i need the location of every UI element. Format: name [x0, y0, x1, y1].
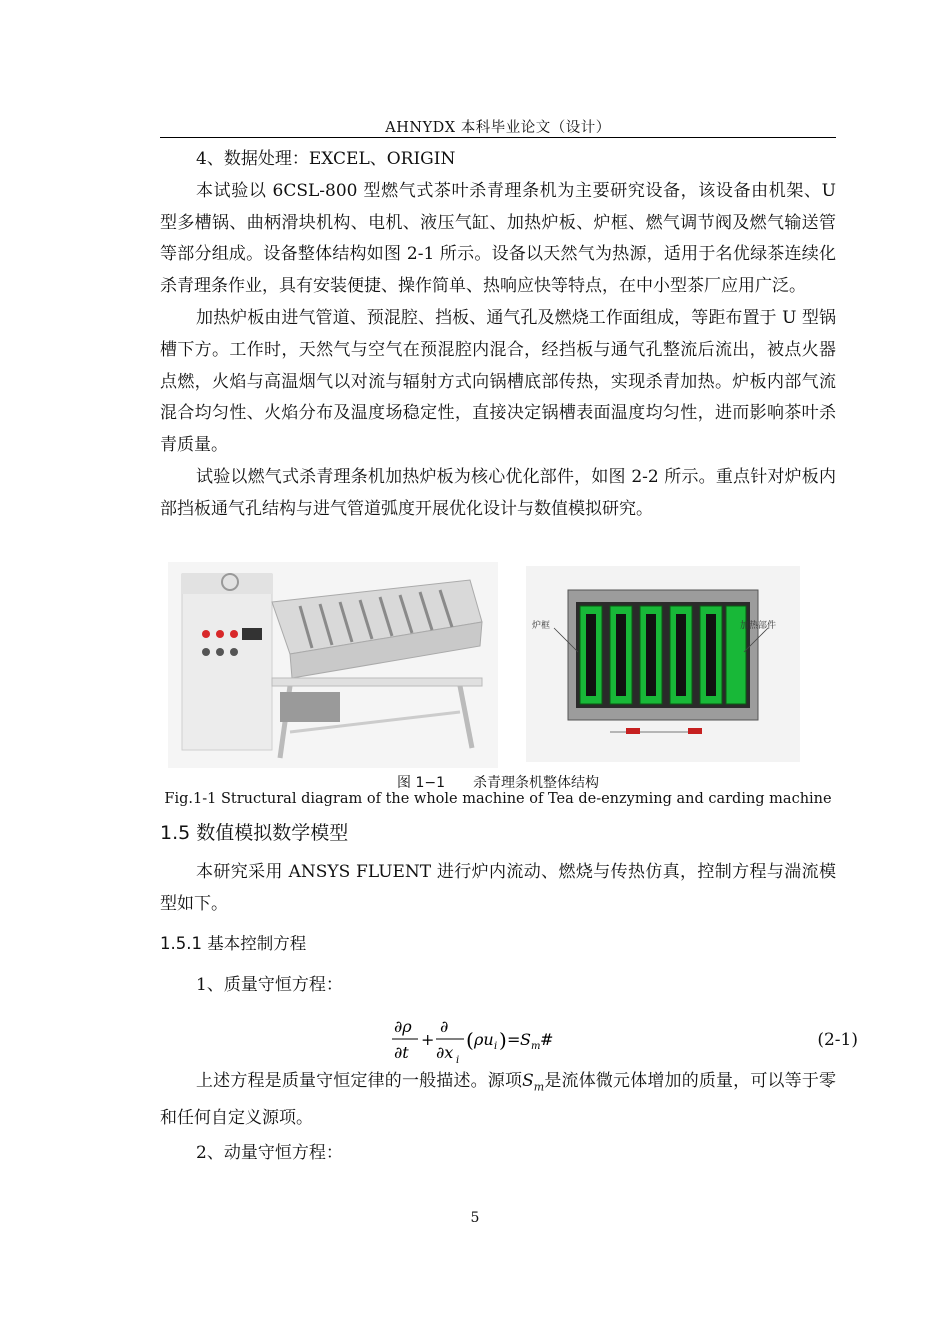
svg-text:#: #: [540, 1030, 554, 1049]
label-furnace-frame: 炉框: [532, 621, 551, 631]
svg-text:+: +: [421, 1030, 435, 1049]
item-momentum-conservation: 2、动量守恒方程：: [196, 1143, 343, 1163]
equation-number: (2-1): [817, 1030, 858, 1050]
source-term-symbol: S: [522, 1071, 534, 1091]
svg-text:∂t: ∂t: [394, 1043, 409, 1062]
paragraph-burner-plate: 加热炉板由进气管道、预混腔、挡板、通气孔及燃烧工作面组成，等距布置于 U 型锅槽下方。工作时，天然气与空气在预混腔内混合，经挡板与通气孔整流后流出，被点火器点燃，火焰与高温烟气以对流与辐射方式向锅槽底部传热，实现杀青加热。炉板内部气流混合均匀性、火焰分布及温度场稳定性，直接决定锅槽表面温度均匀性，进而影响茶叶杀青质量。: [160, 307, 836, 456]
paragraph-equipment: 本试验以 6CSL-800 型燃气式茶叶杀青理条机为主要研究设备，该设备由机架、U 型多槽锅、曲柄滑块机构、电机、液压气缸、加热炉板、炉框、燃气调节阀及燃气输送管等部分组成。设备整体结构如图 2-1 所示。设备以天然气为热源，适用于名优绿茶连续化杀青理条作业，具有安装便捷、操作简单、热响应快等特点，在中小型茶厂应用广泛。: [160, 180, 836, 297]
section-heading: 1.5 数值模拟数学模型: [160, 822, 349, 844]
paragraph-source-term: [160, 1066, 836, 1135]
section-body: [160, 857, 836, 921]
source-term-suffix: 是流体微元体增加的质量，可以等于零和任何自定义源项。: [160, 1071, 837, 1129]
svg-text:(: (: [466, 1028, 474, 1052]
paragraph-fluent: 本研究采用 ANSYS FLUENT 进行炉内流动、燃烧与传热仿真，控制方程与湍流模型如下。: [160, 862, 836, 914]
header-rule: [160, 137, 836, 138]
svg-text:i: i: [456, 1055, 460, 1066]
burner-plate-diagram: [526, 566, 800, 762]
svg-text:): ): [499, 1028, 507, 1052]
svg-text:∂x: ∂x: [436, 1043, 454, 1062]
equation-graphic: [386, 1012, 586, 1068]
svg-text:S: S: [520, 1030, 531, 1049]
svg-text:=: =: [507, 1030, 521, 1049]
mass-conservation-equation: [386, 1012, 586, 1068]
machine-photo: [168, 562, 498, 768]
page-number: 5: [470, 1210, 480, 1226]
machine-photos: [160, 562, 836, 772]
paragraph-optimization: 试验以燃气式杀青理条机加热炉板为核心优化部件，如图 2-2 所示。重点针对炉板内部挡板通气孔结构与进气管道弧度开展优化设计与数值模拟研究。: [160, 466, 836, 519]
svg-text:i: i: [494, 1041, 498, 1052]
svg-text:∂ρ: ∂ρ: [394, 1017, 412, 1036]
figure-1-1: [160, 562, 836, 772]
running-header: AHNYDX 本科毕业论文（设计）: [385, 120, 611, 136]
equation-explanation: [160, 1066, 836, 1135]
svg-text:∂: ∂: [440, 1017, 449, 1036]
subsection-heading: 1.5.1 基本控制方程: [160, 934, 307, 953]
item-mass-conservation: 1、质量守恒方程：: [196, 975, 343, 995]
label-heating-part: 加热部件: [740, 621, 777, 631]
source-term-subscript: m: [533, 1080, 545, 1094]
body-text: [160, 144, 836, 526]
svg-text:ρu: ρu: [474, 1030, 494, 1049]
svg-text:m: m: [531, 1041, 541, 1052]
figure-caption-cn: 图 1−1 杀青理条机整体结构: [397, 775, 599, 791]
paragraph-data-processing: 4、数据处理：EXCEL、ORIGIN: [196, 149, 456, 169]
figure-caption-en: Fig.1-1 Structural diagram of the whole machine of Tea de-enzyming and carding machine: [164, 791, 832, 807]
source-term-prefix: 上述方程是质量守恒定律的一般描述。源项: [196, 1071, 523, 1091]
